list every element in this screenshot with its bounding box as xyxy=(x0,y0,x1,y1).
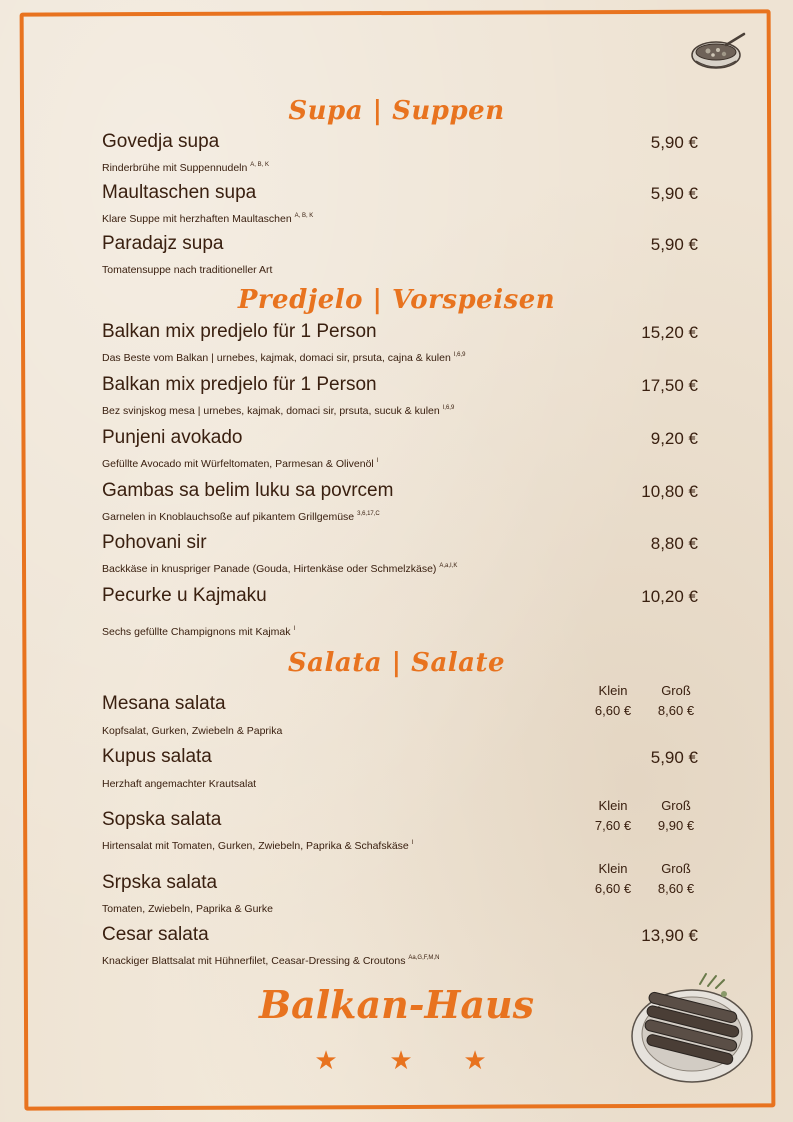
item-name: Punjeni avokado xyxy=(102,427,243,448)
item-price: 17,50 € xyxy=(641,376,698,395)
sausage-plate-icon xyxy=(630,972,758,1088)
item-name: Balkan mix predjelo für 1 Person xyxy=(102,321,377,342)
brand-name: Balkan-Haus xyxy=(258,982,535,1027)
item-price: 5,90 € xyxy=(650,235,698,254)
price-small: 6,60 € xyxy=(594,881,632,896)
item-description: Herzhaft angemachter Krautsalat xyxy=(102,778,257,790)
size-label-small: Klein xyxy=(598,798,628,813)
item-name: Cesar salata xyxy=(102,924,209,945)
section-title-salads: Salata | Salate xyxy=(287,648,506,678)
size-label-large: Groß xyxy=(661,798,691,813)
item-description: Hirtensalat mit Tomaten, Gurken, Zwiebeln, Paprika & Schafskäse $^I$ xyxy=(102,840,414,852)
item-price: 8,80 € xyxy=(650,534,698,553)
price-large: 8,60 € xyxy=(657,703,695,718)
size-label-small: Klein xyxy=(598,683,628,698)
soup-bowl-icon xyxy=(688,31,748,77)
item-price: 5,90 € xyxy=(650,133,698,152)
item-price: 15,20 € xyxy=(641,323,698,342)
section-title-starters: Predjelo | Vorspeisen xyxy=(237,285,556,315)
item-description: Garnelen in Knoblauchsoße auf pikantem Grillgemüse $^{3,6,17,C}$ xyxy=(102,511,380,523)
item-name: Sopska salata xyxy=(102,809,222,830)
item-name: Mesana salata xyxy=(102,693,226,714)
item-description: Rinderbrühe mit Suppennudeln $^{A, B, K}$ xyxy=(102,162,269,174)
item-name: Pecurke u Kajmaku xyxy=(102,585,267,606)
item-description: Das Beste vom Balkan | urnebes, kajmak, domaci sir, prsuta, cajna & kulen $^{I,6,9}$ xyxy=(102,352,466,364)
item-name: Paradajz supa xyxy=(102,233,224,254)
item-price: 10,20 € xyxy=(641,587,698,606)
item-name: Maultaschen supa xyxy=(102,182,257,203)
item-description: Sechs gefüllte Champignons mit Kajmak $^I$ xyxy=(102,626,296,638)
item-description: Tomatensuppe nach traditioneller Art xyxy=(102,264,273,276)
item-name: Balkan mix predjelo für 1 Person xyxy=(102,374,377,395)
price-large: 9,90 € xyxy=(657,818,695,833)
item-price: 5,90 € xyxy=(650,184,698,203)
item-name: Gambas sa belim luku sa povrcem xyxy=(102,480,394,501)
star-icon: ★ xyxy=(463,1045,487,1075)
item-name: Govedja supa xyxy=(102,131,220,152)
item-price: 9,20 € xyxy=(650,429,698,448)
item-price: 10,80 € xyxy=(641,482,698,501)
item-name: Pohovani sir xyxy=(102,532,207,553)
item-description: Bez svinjskog mesa | urnebes, kajmak, domaci sir, prsuta, sucuk & kulen $^{I,6,9}$ xyxy=(102,405,455,417)
item-description: Knackiger Blattsalat mit Hühnerfilet, Ceasar-Dressing & Croutons $^{Aa,G,F,M,N}$ xyxy=(102,955,440,967)
item-name: Srpska salata xyxy=(102,872,218,893)
item-name: Kupus salata xyxy=(102,746,212,767)
size-label-large: Groß xyxy=(661,683,691,698)
section-title-soups: Supa | Suppen xyxy=(288,96,505,126)
size-label-small: Klein xyxy=(598,861,628,876)
price-small: 6,60 € xyxy=(594,703,632,718)
price-large: 8,60 € xyxy=(657,881,695,896)
item-description: Kopfsalat, Gurken, Zwiebeln & Paprika xyxy=(102,725,283,737)
item-price: 5,90 € xyxy=(650,748,698,767)
star-icon: ★ xyxy=(389,1045,413,1075)
item-description: Backkäse in knuspriger Panade (Gouda, Hirtenkäse oder Schmelzkäse) $^{A,a,I,K}$ xyxy=(102,563,458,575)
item-description: Tomaten, Zwiebeln, Paprika & Gurke xyxy=(102,903,273,915)
price-small: 7,60 € xyxy=(594,818,632,833)
item-description: Gefüllte Avocado mit Würfeltomaten, Parmesan & Olivenöl $^I$ xyxy=(102,458,379,470)
size-label-large: Groß xyxy=(661,861,691,876)
star-icon: ★ xyxy=(314,1045,338,1075)
item-price: 13,90 € xyxy=(641,926,698,945)
item-description: Klare Suppe mit herzhaften Maultaschen $^{A, B, K}$ xyxy=(102,213,314,225)
